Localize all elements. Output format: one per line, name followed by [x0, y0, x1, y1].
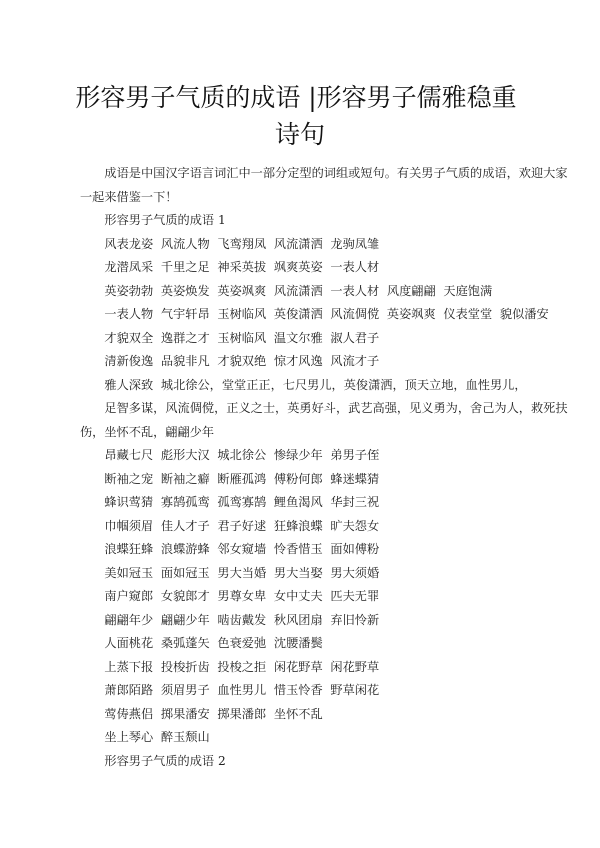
idiom-line: 清新俊逸 品貌非凡 才貌双绝 惊才风逸 风流才子: [104, 354, 380, 368]
idiom-line: 足智多谋，风流倜傥，正义之士，英勇好斗，武艺高强，见义勇为，舍己为人，救死扶伤，坐怀不乱，翩翩少年: [80, 401, 568, 439]
idiom-line: 人面桃花 桑弧蓬矢 色衰爱弛 沈腰潘鬓: [104, 636, 323, 650]
idiom-line: 英姿勃勃 英姿焕发 英姿飒爽 风流潇洒 一表人材 风度翩翩 天庭饱满: [104, 283, 493, 298]
idiom-line: 坐上琴心 醉玉颓山: [104, 730, 210, 744]
idiom-line: 雅人深致 城北徐公，堂堂正正，七尺男儿，英俊潇洒，顶天立地，血性男儿，: [104, 377, 527, 392]
idiom-line: 南户窥郎 女貌郎才 男尊女卑 女中丈夫 匹夫无罪: [104, 589, 380, 603]
intro-paragraph: 成语是中国汉字语言词汇中一部分定型的词组或短句。有关男子气质的成语，欢迎大家一起来借鉴一下！: [80, 166, 568, 204]
section-heading-1: 形容男子气质的成语 1: [104, 213, 226, 227]
idiom-line: 巾帼须眉 佳人才子 君子好逑 狂蜂浪蝶 旷夫怨女: [104, 518, 380, 533]
idiom-line: 风表龙姿 风流人物 飞鸾翔凤 风流潇洒 龙驹凤雏: [104, 236, 380, 251]
idiom-line: 蜂识莺猜 寡鹄孤鸾 孤鸾寡鹄 鲤鱼渴风 华封三祝: [104, 495, 380, 509]
document-title-line-1: 形容男子气质的成语 |形容男子儒雅稳重: [75, 83, 517, 112]
idiom-line: 浪蝶狂蜂 浪蝶游蜂 邻女窥墙 怜香惜玉 面如傅粉: [104, 542, 380, 556]
idiom-line: 才貌双全 逸群之才 玉树临风 温文尔雅 淑人君子: [104, 330, 380, 345]
idiom-line: 昂藏七尺 彪形大汉 城北徐公 惨绿少年 弟男子侄: [104, 448, 380, 462]
idiom-line: 断袖之宠 断袖之癖 断雁孤鸿 傅粉何郎 蜂迷蝶猜: [104, 471, 380, 486]
idiom-line: 美如冠玉 面如冠玉 男大当婚 男大当娶 男大须婚: [104, 565, 380, 580]
document-body: [80, 162, 570, 773]
idiom-line: 萧郎陌路 须眉男子 血性男儿 惜玉怜香 野草闲花: [104, 683, 380, 697]
section-heading-2: 形容男子气质的成语 2: [104, 753, 226, 768]
idiom-line: 一表人物 气宇轩昂 玉树临风 英俊潇洒 风流倜傥 英姿飒爽 仪表堂堂 貌似潘安: [104, 307, 549, 321]
idiom-line: 龙潜凤采 千里之足 神采英拔 飒爽英姿 一表人材: [104, 260, 380, 274]
document-title-line-2: 诗句: [274, 120, 325, 149]
idiom-line: 翩翩年少 翩翩少年 啮齿戴发 秋风团扇 弃旧怜新: [104, 612, 380, 627]
idiom-line: 上蒸下报 投梭折齿 投梭之拒 闲花野草 闲花野草: [104, 659, 380, 674]
idiom-line: 莺俦燕侣 掷果潘安 掷果潘郎 坐怀不乱: [104, 706, 323, 721]
